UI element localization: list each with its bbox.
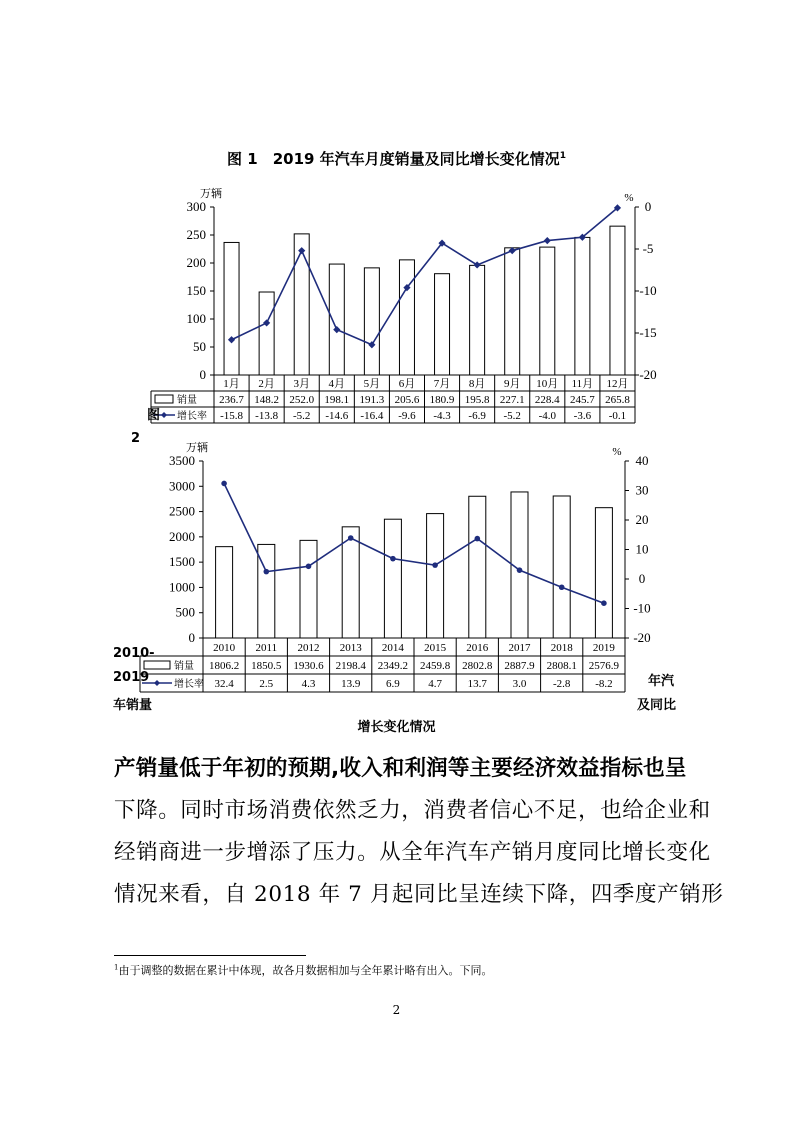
growth-data-label: -5.2 [503,410,521,422]
data-point [601,600,607,606]
bar [342,527,359,638]
figure2-title-frag: 年汽 [648,674,675,689]
sales-data-label: 1850.5 [251,660,282,672]
x-tick-label: 2011 [255,642,278,654]
footnote: $^1$由于调整的数据在累计中体现，故各月数据相加与全年累计略有出入。下同。 [114,963,493,977]
growth-data-label: -13.8 [255,410,279,422]
y-left-tick-label: 200 [186,255,206,270]
growth-rate-line [224,483,604,603]
growth-data-label: -5.2 [292,410,311,422]
y-right-tick-label: 0 [638,571,646,586]
growth-data-label: -8.2 [595,678,613,690]
y-left-tick-label: 2500 [169,503,195,519]
sales-data-label: 191.3 [359,394,385,406]
y-left-tick-label: 300 [186,199,206,214]
page-number: 2 [392,1003,401,1017]
x-tick-label: 2月 [258,378,275,390]
sales-data-label: 2576.9 [588,660,620,672]
bar [553,496,570,638]
bar [505,248,520,375]
bar [427,514,444,638]
paragraph-line: 经销商进一步增添了压力。从全年汽车产销月度同比增长变化 [114,840,711,865]
bar [435,274,450,375]
x-tick-label: 4月 [328,378,346,390]
sales-data-label: 1806.2 [208,660,240,672]
y-left-tick-label: 1000 [169,579,195,595]
x-tick-label: 7月 [433,378,451,390]
x-tick-label: 2012 [297,642,320,654]
y-left-unit: 万辆 [186,442,208,454]
bar [294,234,309,375]
sales-data-label: 198.1 [324,394,350,406]
x-tick-label: 2019 [592,642,615,654]
growth-rate-line [232,208,618,345]
growth-data-label: 4.7 [428,678,442,690]
y-right-tick-label: 0 [644,199,652,214]
growth-data-label: 13.7 [467,678,487,690]
data-point [559,584,565,590]
y-right-tick-label: -20 [633,630,651,645]
sales-data-label: 2349.2 [377,660,409,672]
bar [224,242,239,375]
y-right-tick-label: -10 [639,283,657,298]
growth-data-label: -6.9 [468,410,486,422]
bar [364,268,379,375]
y-right-tick-label: -15 [639,325,657,340]
legend-sales: 销量 [174,661,194,672]
bar [470,265,485,375]
y-left-tick-label: 3000 [169,478,195,494]
x-tick-label: 1月 [223,378,240,390]
y-right-tick-label: 30 [635,482,649,498]
y-left-tick-label: 500 [175,604,195,620]
data-point [264,569,270,575]
bar [216,547,233,638]
y-right-unit: % [624,192,634,204]
x-tick-label: 2015 [424,642,447,654]
footnote-reference: 1 [559,151,566,161]
paragraph-line: 情况来看，自 2018 年 7 月起同比呈连续下降，四季度产销形 [114,882,724,907]
x-tick-label: 5月 [363,378,381,390]
y-left-tick-label: 2000 [169,528,195,544]
y-right-tick-label: -10 [633,600,651,616]
data-point [221,481,227,487]
sales-data-label: 180.9 [429,394,455,406]
y-right-unit: % [612,446,622,458]
y-left-tick-label: 0 [199,367,206,382]
x-tick-label: 2016 [466,642,489,654]
data-point [432,562,438,568]
x-tick-label: 3月 [293,378,310,390]
sales-data-label: 2808.1 [546,660,577,672]
growth-data-label: -3.6 [573,410,592,422]
y-left-tick-label: 3500 [169,453,195,468]
y-left-tick-label: 0 [188,630,195,645]
y-right-tick-label: -20 [639,367,657,382]
footnote-divider [114,955,306,956]
data-point [306,564,312,570]
x-tick-label: 2018 [550,642,573,654]
sales-data-label: 265.8 [605,394,630,406]
figure2-stray-label-2: 2 [131,431,141,446]
growth-data-label: 3.0 [512,678,527,690]
bar [469,496,486,638]
x-tick-label: 2014 [381,642,404,654]
figure2-title-frag: 及同比 [637,698,677,713]
sales-data-label: 2802.8 [462,660,493,672]
sales-data-label: 236.7 [219,394,244,406]
y-right-tick-label: 20 [635,512,649,527]
growth-data-label: 6.9 [386,678,400,690]
y-left-tick-label: 50 [193,339,206,354]
y-left-tick-label: 1500 [169,554,195,570]
x-tick-label: 9月 [503,378,521,390]
growth-data-label: -9.6 [398,410,416,422]
legend-sales: 销量 [177,395,197,406]
y-left-tick-label: 250 [186,227,206,242]
bar [384,519,401,638]
sales-data-label: 2887.9 [504,660,535,672]
sales-data-label: 2459.8 [419,660,451,672]
x-tick-label: 12月 [606,378,629,390]
sales-data-label: 252.0 [289,394,315,406]
growth-data-label: 4.3 [301,678,316,690]
figure2-title: 增长变化情况 [357,720,436,735]
sales-data-label: 2198.4 [335,660,366,672]
figure2-title-frag: 车销量 [113,698,153,713]
bar [595,508,612,638]
growth-data-label: 32.4 [214,678,234,690]
legend-bar-key [144,661,170,669]
growth-data-label: -0.1 [608,410,627,422]
paragraph-line: 产销量低于年初的预期,收入和利润等主要经济效益指标也呈 [114,756,687,781]
sales-data-label: 205.6 [394,394,420,406]
x-tick-label: 2017 [508,642,531,654]
growth-data-label: -2.8 [552,678,571,690]
x-tick-label: 2013 [339,642,362,654]
x-tick-label: 2010 [213,642,236,654]
figure1-title: 图 1 2019 年汽车月度销量及同比增长变化情况$^1$ [227,150,566,168]
bar [399,260,414,375]
growth-data-label: -16.4 [360,410,384,422]
data-point [544,237,551,244]
x-tick-label: 10月 [536,378,559,390]
growth-data-label: -15.8 [220,410,244,422]
sales-data-label: 227.1 [499,394,525,406]
y-left-tick-label: 150 [186,283,206,298]
growth-data-label: -4.0 [538,410,557,422]
figure2-stray-label-1: 图 [147,408,161,423]
sales-data-label: 245.7 [570,394,595,406]
y-right-tick-label: 10 [635,541,649,557]
y-right-tick-label: 40 [635,453,649,468]
bar [540,247,555,375]
data-point [517,567,523,573]
figure2-title-frag: 2019 [113,670,150,685]
bar [575,237,590,375]
x-tick-label: 8月 [468,378,486,390]
legend-line-marker [161,412,167,418]
sales-data-label: 148.2 [254,394,279,406]
figure2-title-frag: 2010- [113,646,155,661]
growth-data-label: -14.6 [325,410,349,422]
bar [300,540,317,638]
data-point [390,556,396,562]
growth-data-label: 13.9 [341,678,361,690]
y-left-tick-label: 100 [186,311,206,326]
data-point [475,536,481,542]
legend-line-marker [154,680,160,686]
sales-data-label: 1930.6 [293,660,324,672]
bar [610,226,625,375]
x-tick-label: 6月 [398,378,416,390]
legend-growth: 增长率 [174,679,204,690]
growth-data-label: -4.3 [433,410,451,422]
sales-data-label: 195.8 [464,394,490,406]
y-right-tick-label: -5 [642,241,654,256]
growth-data-label: 2.5 [259,678,274,690]
legend-bar-key [155,395,173,403]
paragraph-line: 下降。同时市场消费依然乏力，消费者信心不足，也给企业和 [114,798,711,823]
sales-data-label: 228.4 [534,394,560,406]
body-paragraph [114,748,724,916]
y-left-unit: 万辆 [200,188,222,200]
data-point [348,535,354,541]
legend-growth: 增长率 [177,411,207,422]
x-tick-label: 11月 [571,378,594,390]
bar [259,292,274,375]
